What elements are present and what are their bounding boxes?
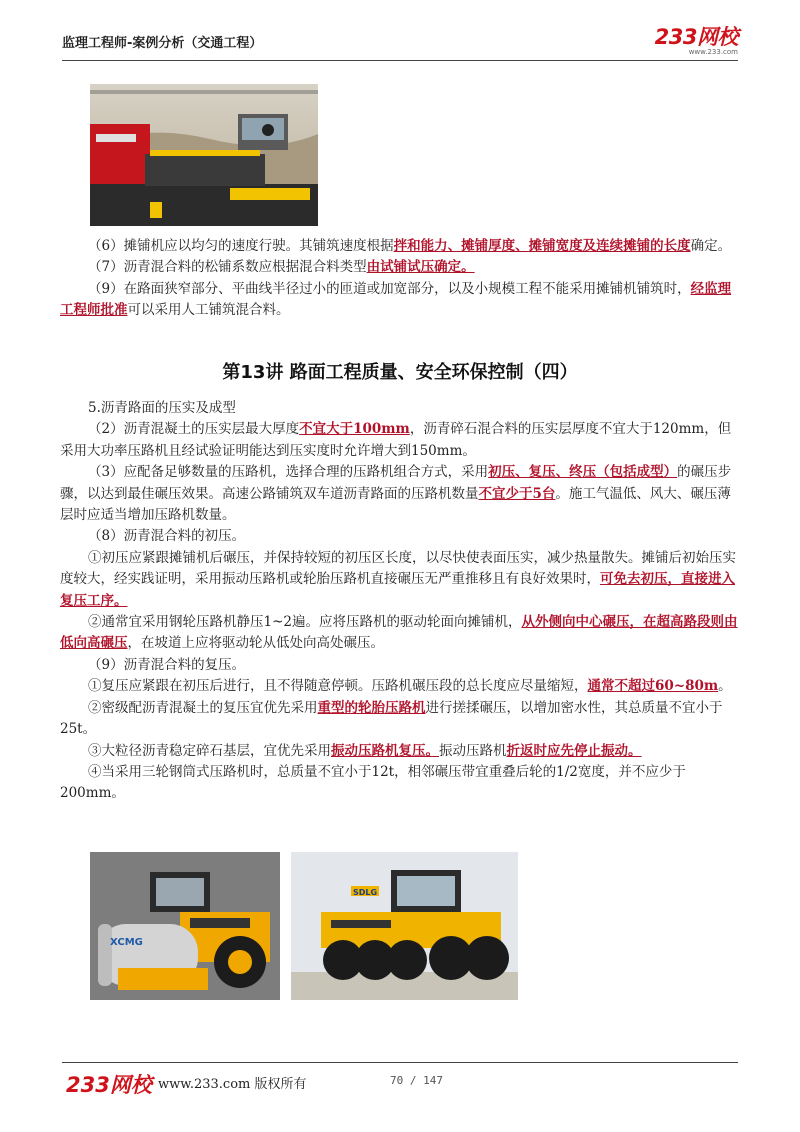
- paragraph-9-3: [60, 741, 740, 762]
- paragraph-8-1: [60, 548, 740, 612]
- paragraph-2-text: （2）沥青混凝土的压实层最大厚度: [88, 421, 300, 438]
- paragraph-3-end: 。施工气温低、风大、碾压薄层时应适当增加压路机数量。: [60, 485, 731, 524]
- paragraph-9-4: [60, 762, 740, 805]
- brand-logo-url: www.233.com: [688, 48, 738, 56]
- tire-roller-illustration: [291, 852, 518, 1000]
- brand-logo-text: 233网校: [654, 25, 738, 49]
- paragraph-9-2-end: 进行搓揉碾压，以增加密水性，其总质量不宜小于25t。: [60, 699, 723, 738]
- paragraph-7: [60, 257, 740, 278]
- page-footer: [62, 1062, 738, 1097]
- highlight-roller-count: 不宜少于5台: [478, 485, 556, 502]
- highlight-paving-speed: 拌和能力、摊铺厚度、摊铺宽度及连续摊铺的长度: [393, 238, 691, 254]
- paragraph-8-2-end: ，在坡道上应将驱动轮从低处向高处碾压。: [127, 635, 384, 652]
- paragraph-3-mid: 的碾压步骤，以达到最佳碾压效果。高速公路铺筑双车道沥青路面的压路机数量: [60, 464, 732, 502]
- paragraph-2-end: ，沥青碎石混合料的压实层厚度不宜大于120mm，但采用大功率压路机且经试验证明能达到压实度时允许增大到150mm。: [60, 421, 732, 459]
- paragraph-8: [60, 526, 740, 547]
- highlight-skip-initial: 可免去初压，直接进入复压工序。: [60, 571, 735, 609]
- highlight-section-length: 通常不超过60~80m: [587, 678, 719, 695]
- highlight-supervisor-approval: 经监理工程师批准: [60, 280, 732, 319]
- footer-copyright: www.233.com 版权所有: [158, 1077, 307, 1092]
- paragraph-9-4-text: ④当采用三轮钢筒式压路机时，总质量不宜小于12t，相邻碾压带宜重叠后轮的1/2宽度，并不应少于200mm。: [60, 763, 686, 802]
- compaction-text-block: [60, 398, 740, 805]
- highlight-rolling-steps: 初压、复压、终压（包括成型）: [488, 464, 678, 481]
- paragraph-9b-title: （9）沥青混合料的复压。: [88, 656, 246, 673]
- paragraph-9-1-end: 。: [718, 678, 732, 695]
- paragraph-9-2-text: ②密级配沥青混凝土的复压宜优先采用: [88, 699, 318, 716]
- paragraph-8-2-text: ②通常宜采用钢轮压路机静压1~2遍。应将压路机的驱动轮面向摊铺机，: [88, 614, 522, 631]
- brand-logo: [655, 26, 738, 56]
- paragraph-6: [60, 236, 740, 257]
- paragraph-8-2: [60, 612, 740, 655]
- paving-text-block: [60, 236, 740, 322]
- section-title: 第13讲 路面工程质量、安全环保控制（四）: [222, 362, 578, 383]
- paragraph-3: [60, 462, 740, 526]
- subsection-5: [60, 398, 740, 419]
- paragraph-9-3-text: ③大粒径沥青稳定碎石基层，宜优先采用: [88, 742, 331, 759]
- highlight-vibratory-roller: 振动压路机复压。: [331, 742, 439, 759]
- paragraph-7-text: （7）沥青混合料的松铺系数应根据混合料类型: [88, 259, 367, 276]
- paragraph-8-1-text: ①初压应紧跟摊铺机后碾压，并保持较短的初压区长度，以尽快使表面压实，减少热量散失。摊铺后初始压实度较大，经实践证明，采用振动压路机或轮胎压路机直接碾压无严重推移且有良好效果时，: [60, 549, 736, 588]
- highlight-tire-roller: 重型的轮胎压路机: [317, 699, 426, 716]
- paragraph-6-text: （6）摊铺机应以均匀的速度行驶。其铺筑速度根据: [88, 238, 394, 254]
- paragraph-9-text: （9）在路面狭窄部分、平曲线半径过小的匝道或加宽部分，以及小规模工程不能采用摊铺机铺筑时，: [88, 280, 691, 297]
- tire-roller-photo: [291, 852, 518, 1000]
- roller1-brand: XCMG: [110, 937, 143, 948]
- paragraph-9b: [60, 655, 740, 676]
- roller2-brand: SDLG: [353, 888, 378, 897]
- header-title: 监理工程师-案例分析（交通工程）: [62, 36, 263, 51]
- paragraph-9: [60, 279, 740, 322]
- footer-logo: 233网校: [66, 1073, 152, 1097]
- paver-photo: [90, 84, 318, 226]
- page-header: [62, 26, 738, 61]
- paragraph-9-3-mid: 振动压路机: [439, 742, 507, 759]
- highlight-stop-vibration: 折返时应先停止振动。: [506, 742, 642, 759]
- page-number: 70 / 147: [390, 1074, 443, 1087]
- highlight-loose-coefficient: 由试铺试压确定。: [366, 259, 475, 276]
- drum-roller-illustration: [90, 852, 280, 1000]
- paragraph-2: [60, 419, 740, 462]
- paragraph-6-end: 确定。: [690, 238, 732, 254]
- paragraph-9-end: 可以采用人工铺筑混合料。: [127, 302, 290, 319]
- paragraph-3-text: （3）应配备足够数量的压路机，选择合理的压路机组合方式，采用: [88, 464, 489, 481]
- paragraph-9-1-text: ①复压应紧跟在初压后进行，且不得随意停顿。压路机碾压段的总长度应尽量缩短，: [88, 678, 588, 695]
- highlight-max-thickness: 不宜大于100mm: [299, 421, 410, 438]
- paver-illustration: [90, 84, 318, 226]
- paragraph-8-title: （8）沥青混合料的初压。: [88, 528, 246, 545]
- paragraph-9-1: [60, 676, 740, 697]
- drum-roller-photo: [90, 852, 280, 1000]
- subsection-5-title: 5.沥青路面的压实及成型: [88, 400, 236, 416]
- highlight-rolling-direction: 从外侧向中心碾压，在超高路段则由低向高碾压: [60, 614, 738, 652]
- paragraph-9-2: [60, 698, 740, 741]
